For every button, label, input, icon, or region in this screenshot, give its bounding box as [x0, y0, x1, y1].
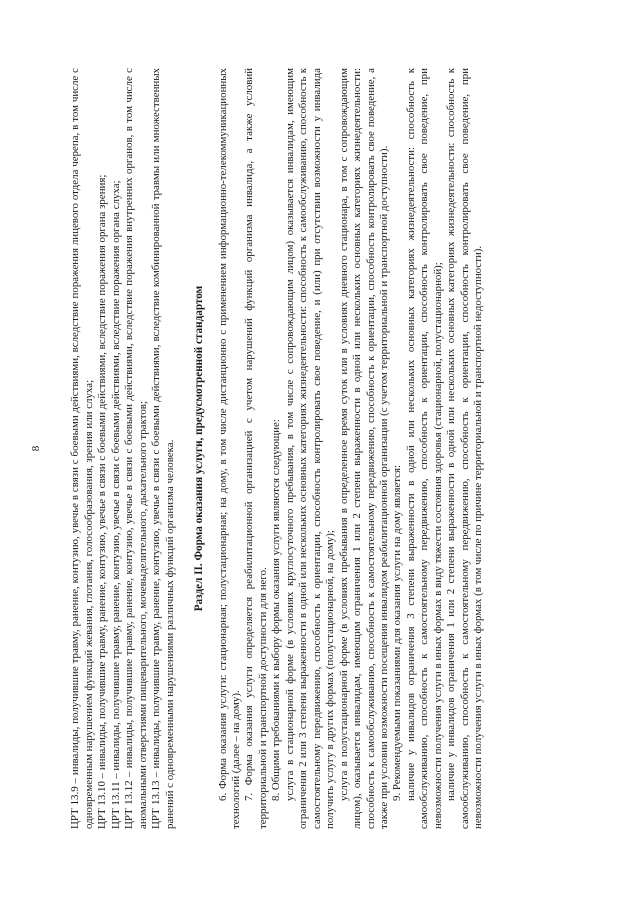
paragraph-6: 6. Форма оказания услуги: стационарная; полустационарная; на дому, в том числе дистанционно с применением информационно-телекоммуникационных технологий (далее – на дому). — [216, 68, 242, 829]
paragraph-8: 8. Общими требованиями к выбору формы оказания услуги являются следующие: — [270, 419, 283, 801]
paragraph-7: 7. Форма оказания услуги определяется реабилитационной организацией с учетом нарушений функций организма инвалида, а также условий территориальной и транспортной доступности для него. — [243, 68, 269, 829]
crt-13-10-item: ЦРТ 13.10 – инвалиды, получившие травму, ранение, контузию, увечье в связи с боевыми действиями, вследствие поражения органа зрения; — [96, 174, 109, 829]
paragraph-9-degree-3: наличие у инвалидов ограничения 3 степени выраженности в одной или нескольких основных категориях жизнедеятельности: способность к самообслуживанию, способность к самостоятельному передвижению, способность к ориентации, способность контролировать свое поведение, при невозможности получения услуги в иных формах в виду тяжести состояния здоровья (стационарной, полустационарной); — [404, 68, 444, 829]
crt-13-12-item: ЦРТ 13.12 – инвалиды, получившие травму, ранение, контузию, увечье в связи с боевыми действиями, вследствие поражения внутренних органов, в том числе с аномальными отверстиями пищеварительного, мочевыделительного, дыхательного трактов; — [123, 68, 149, 829]
crt-category-list — [69, 68, 177, 829]
paragraph-8-stationary: услуга в стационарной форме (в условиях круглосуточного пребывания, в том числе с сопровождающим лицом) оказывается инвалидам, имеющим ограничения 2 или 3 степени выраженности в одной или нескольких основных категориях жизнедеятельности: способность к самообслуживанию, способность к самостоятельному передвижению, способность к ориентации, способность контролировать свое поведение, и (или) при отсутствии возможности у инвалида получить услугу в других формах (полустационарной, на дому); — [283, 68, 337, 829]
section-heading: Раздел II. Форма оказания услуги, предусмотренной стандартом — [193, 285, 206, 612]
paragraph-9-degree-1-2: наличие у инвалидов ограничения 1 или 2 степени выраженности в одной или нескольких основных категориях жизнедеятельности: способность к самообслуживанию, способность к самостоятельному передвижению, способность к ориентации, способность контролировать свое поведение, при невозможности получения услуги в иных формах (в том числе по причине территориальной и транспортной недоступности). — [445, 68, 485, 829]
crt-13-13-item: ЦРТ 13.13 – инвалиды, получившие травму, ранение, контузию, увечье в связи с боевыми действиями, вследствие комбинированной травмы или множественных ранений с одновременными нарушениями различных функций организма человека. — [150, 68, 176, 829]
crt-13-9-item: ЦРТ 13.9 – инвалиды, получившие травму, ранение, контузию, увечье в связи с боевыми действиями, вследствие поражения лицевого отдела черепа, в том числе с одновременным нарушением функций жевания, глотания, голосообразования, зрения или слуха; — [69, 68, 95, 829]
paragraph-9: 9. Рекомендуемыми показаниями для оказания услуги на дому является: — [391, 464, 404, 801]
crt-13-11-item: ЦРТ 13.11 – инвалиды, получившие травму, ранение, контузию, увечье в связи с боевыми действиями, вследствие поражения органа слуха; — [109, 180, 122, 829]
paragraph-8-semistationary: услуга в полустационарной форме (в условиях пребывания в определенное время суток или в условиях дневного стационара, в том с сопровождающим лицом), оказывается инвалидам, имеющим ограничения 1 или 2 степени выраженности в одной или нескольких основных категориях жизнедеятельности: способность к самообслуживанию, способность к самостоятельному передвижению, способность к ориентации, способность контролировать свое поведение, а также при условии возможности посещения инвалидом реабилитационной организации (с учетом территориальной и транспортной доступности). — [337, 68, 390, 829]
page-number: 8 — [30, 445, 42, 452]
